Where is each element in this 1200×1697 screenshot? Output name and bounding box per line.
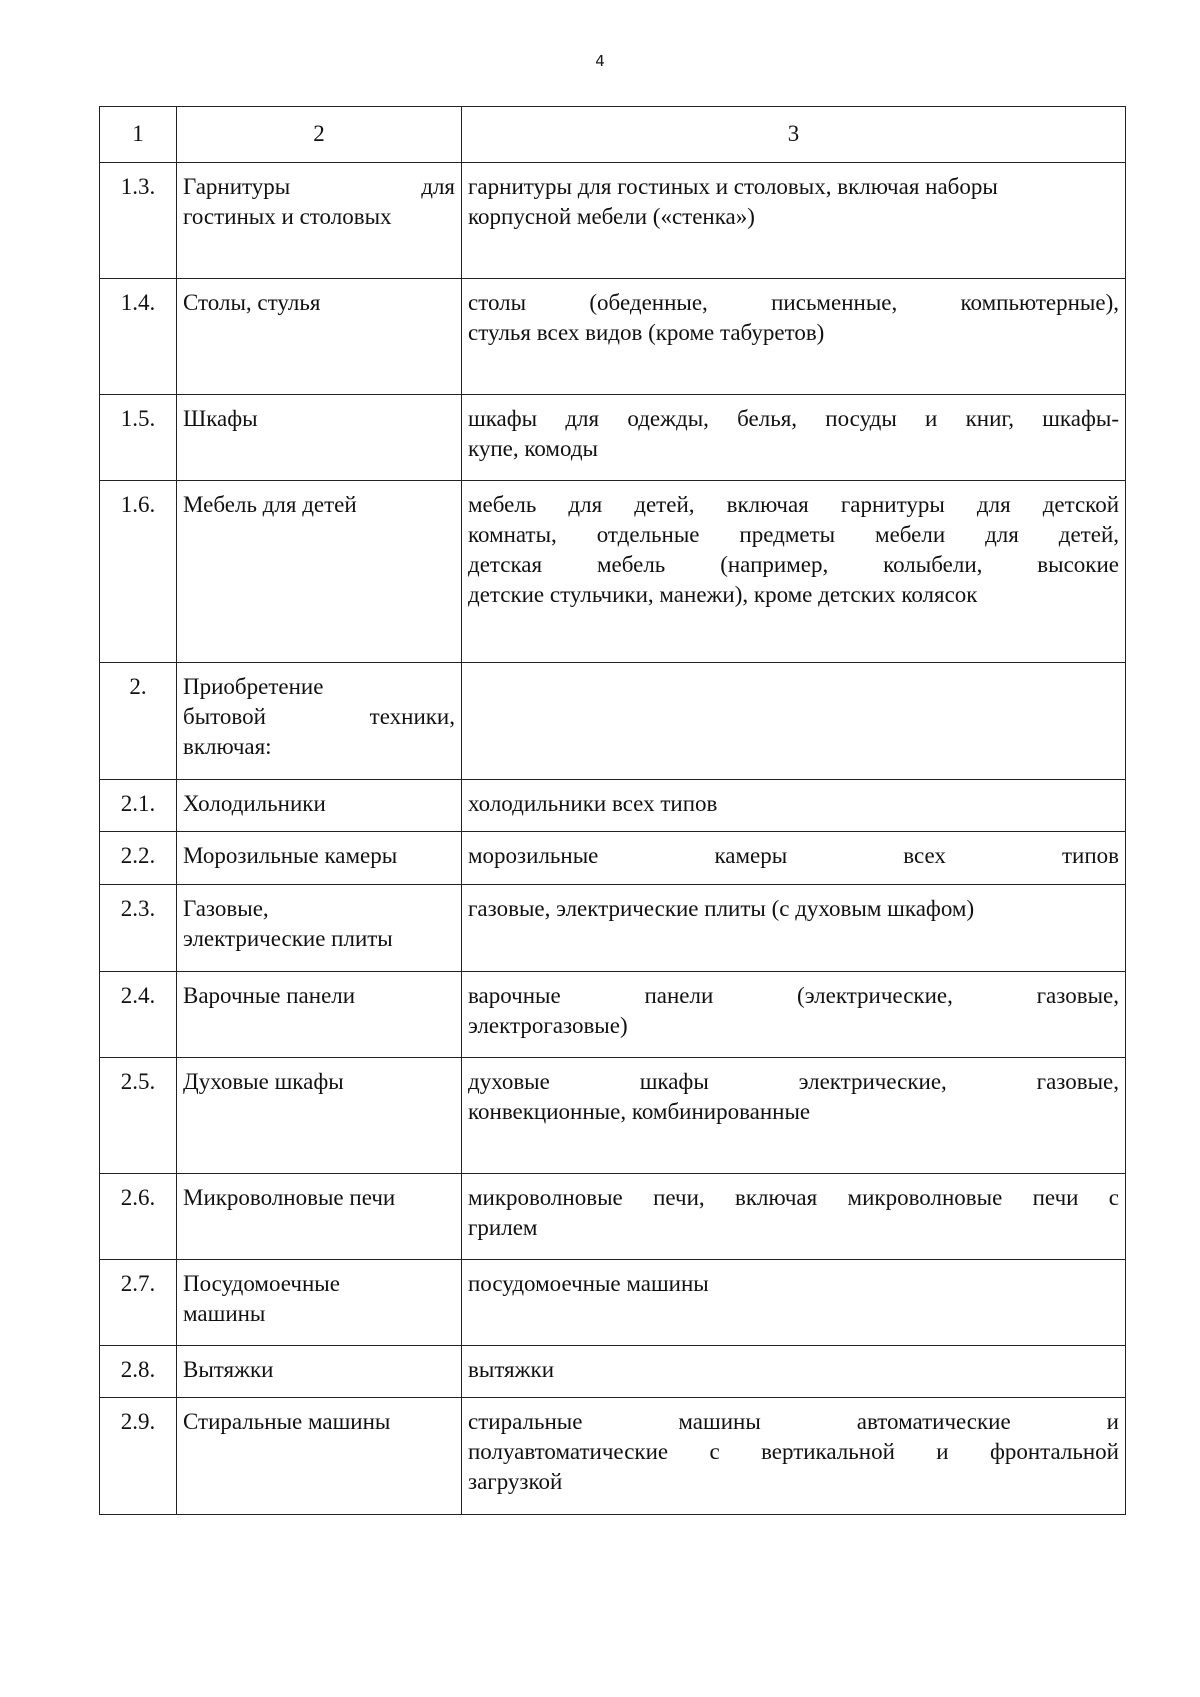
item-name bbox=[177, 1346, 462, 1398]
item-name-line: электрические плиты bbox=[183, 926, 393, 951]
item-description-line: микроволновые печи, включая микроволновые печи с bbox=[468, 1185, 1119, 1210]
table-row bbox=[100, 1174, 1126, 1260]
item-description-line: газовые, электрические плиты (с духовым шкафом) bbox=[468, 896, 975, 921]
item-description-line: столы (обеденные, письменные, компьютерные), bbox=[468, 290, 1119, 315]
item-description-line: шкафы для одежды, белья, посуды и книг, шкафы- bbox=[468, 406, 1119, 431]
item-description-line: мебель для детей, включая гарнитуры для детской bbox=[468, 492, 1119, 517]
item-description-line: гарнитуры для гостиных и столовых, включая наборы bbox=[468, 174, 998, 199]
table-row bbox=[100, 163, 1126, 279]
item-number: 1.3. bbox=[100, 163, 177, 279]
item-name-line: Столы, стулья bbox=[183, 290, 321, 315]
item-number: 2.3. bbox=[100, 885, 177, 972]
table-row bbox=[100, 972, 1126, 1058]
table-row bbox=[100, 1260, 1126, 1346]
item-description-line: конвекционные, комбинированные bbox=[468, 1099, 811, 1124]
item-name bbox=[177, 1174, 462, 1260]
item-name-line: Шкафы bbox=[183, 406, 258, 431]
item-number: 2. bbox=[100, 663, 177, 780]
item-description-line: электрогазовые) bbox=[468, 1013, 628, 1038]
item-description bbox=[462, 1260, 1126, 1346]
item-number: 2.1. bbox=[100, 780, 177, 832]
item-number: 2.7. bbox=[100, 1260, 177, 1346]
item-name-line: Гарнитуры для bbox=[183, 174, 455, 199]
table-row bbox=[100, 663, 1126, 780]
item-description bbox=[462, 163, 1126, 279]
item-number: 2.4. bbox=[100, 972, 177, 1058]
item-name-line: Посудомоечные bbox=[183, 1271, 340, 1296]
page-number: 4 bbox=[595, 52, 605, 70]
table-row bbox=[100, 1346, 1126, 1398]
item-name bbox=[177, 885, 462, 972]
item-name-line: включая: bbox=[183, 734, 272, 759]
item-description-line: детская мебель (например, колыбели, высокие bbox=[468, 552, 1119, 577]
item-description bbox=[462, 972, 1126, 1058]
table-row bbox=[100, 1398, 1126, 1515]
item-name-line: Варочные панели bbox=[183, 983, 356, 1008]
item-name-line: Холодильники bbox=[183, 791, 326, 816]
category-table-body bbox=[100, 107, 1126, 1515]
item-description bbox=[462, 395, 1126, 481]
table-row bbox=[100, 1058, 1126, 1174]
item-name bbox=[177, 832, 462, 885]
table-row bbox=[100, 885, 1126, 972]
item-name-line: Микроволновые печи bbox=[183, 1185, 396, 1210]
table-row bbox=[100, 395, 1126, 481]
header-cell-3: 3 bbox=[462, 107, 1126, 163]
item-description-line: вытяжки bbox=[468, 1357, 555, 1382]
item-name-line: Мебель для детей bbox=[183, 492, 357, 517]
item-description-line: корпусной мебели («стенка») bbox=[468, 204, 755, 229]
table-row bbox=[100, 780, 1126, 832]
header-cell-1: 1 bbox=[100, 107, 177, 163]
item-name-line: гостиных и столовых bbox=[183, 204, 392, 229]
item-description-line: комнаты, отдельные предметы мебели для детей, bbox=[468, 522, 1119, 547]
item-name bbox=[177, 972, 462, 1058]
item-name bbox=[177, 279, 462, 395]
item-name-line: Газовые, bbox=[183, 896, 269, 921]
item-description-line: стиральные машины автоматические и bbox=[468, 1409, 1119, 1434]
header-cell-2: 2 bbox=[177, 107, 462, 163]
item-name bbox=[177, 395, 462, 481]
item-description bbox=[462, 481, 1126, 663]
item-description bbox=[462, 279, 1126, 395]
table-row bbox=[100, 279, 1126, 395]
item-number: 1.4. bbox=[100, 279, 177, 395]
item-description-line: духовые шкафы электрические, газовые, bbox=[468, 1069, 1119, 1094]
item-name bbox=[177, 481, 462, 663]
item-description-line: варочные панели (электрические, газовые, bbox=[468, 983, 1119, 1008]
item-name-line: Приобретение bbox=[183, 674, 324, 699]
item-name-line: Стиральные машины bbox=[183, 1409, 391, 1434]
item-number: 2.8. bbox=[100, 1346, 177, 1398]
item-description bbox=[462, 1174, 1126, 1260]
item-description-line: полуавтоматические с вертикальной и фронтальной bbox=[468, 1439, 1119, 1464]
item-description-line: купе, комоды bbox=[468, 436, 598, 461]
item-name bbox=[177, 1260, 462, 1346]
item-description-line: грилем bbox=[468, 1215, 538, 1240]
item-name-line: Морозильные камеры bbox=[183, 843, 398, 868]
item-name bbox=[177, 1058, 462, 1174]
item-name-line: Вытяжки bbox=[183, 1357, 274, 1382]
item-name bbox=[177, 1398, 462, 1515]
item-name bbox=[177, 780, 462, 832]
table-row bbox=[100, 832, 1126, 885]
table-row bbox=[100, 481, 1126, 663]
item-number: 1.5. bbox=[100, 395, 177, 481]
item-description bbox=[462, 885, 1126, 972]
item-number: 2.9. bbox=[100, 1398, 177, 1515]
item-description-line: детские стульчики, манежи), кроме детских колясок bbox=[468, 582, 978, 607]
item-number: 2.2. bbox=[100, 832, 177, 885]
item-description bbox=[462, 663, 1126, 780]
item-description-line: посудомоечные машины bbox=[468, 1271, 709, 1296]
item-description-line: стулья всех видов (кроме табуретов) bbox=[468, 320, 825, 345]
item-name-line: Духовые шкафы bbox=[183, 1069, 344, 1094]
item-number: 1.6. bbox=[100, 481, 177, 663]
item-description-line: загрузкой bbox=[468, 1469, 563, 1494]
item-name bbox=[177, 163, 462, 279]
item-number: 2.5. bbox=[100, 1058, 177, 1174]
item-description bbox=[462, 1398, 1126, 1515]
item-description bbox=[462, 780, 1126, 832]
item-name-line: бытовой техники, bbox=[183, 704, 455, 729]
item-description-line: холодильники всех типов bbox=[468, 791, 718, 816]
item-name-line: машины bbox=[183, 1301, 266, 1326]
item-description bbox=[462, 832, 1126, 885]
item-description bbox=[462, 1346, 1126, 1398]
item-description-line: морозильные камеры всех типов bbox=[468, 843, 1119, 868]
category-table bbox=[99, 106, 1126, 1515]
item-number: 2.6. bbox=[100, 1174, 177, 1260]
item-name bbox=[177, 663, 462, 780]
item-description bbox=[462, 1058, 1126, 1174]
table-header-row bbox=[100, 107, 1126, 163]
